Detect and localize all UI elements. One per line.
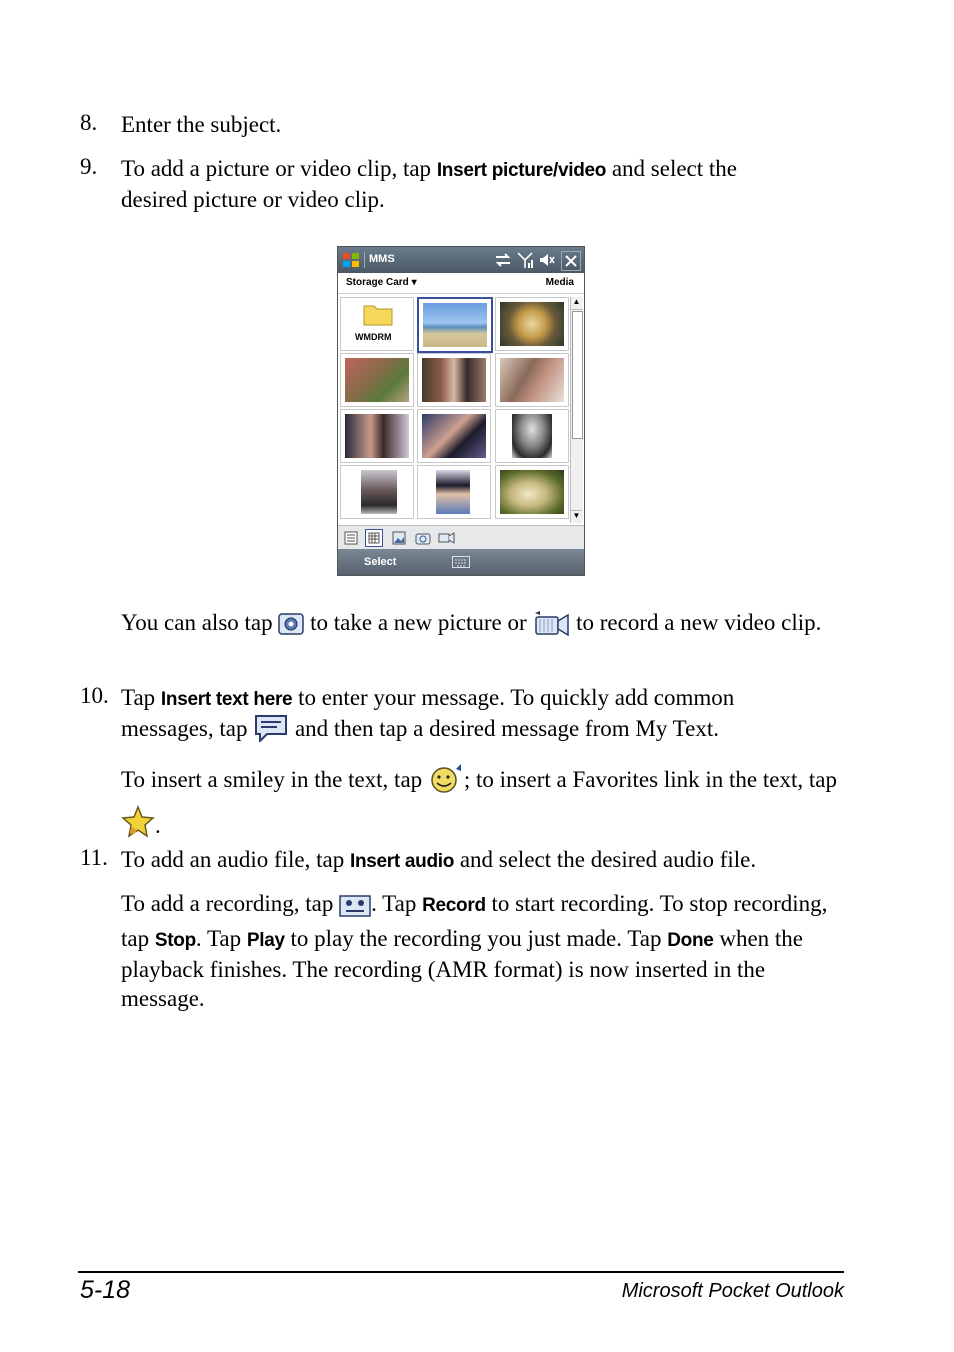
storage-card-dropdown[interactable]: Storage Card ▾ xyxy=(346,277,417,288)
step-11-text: To add an audio file, tap Insert audio and select the desired audio file. xyxy=(121,847,757,872)
my-text-icon[interactable] xyxy=(253,714,289,749)
insert-picture-video-label: Insert picture/video xyxy=(436,160,607,181)
insert-audio-label: Insert audio xyxy=(349,851,455,872)
smiley-icon[interactable] xyxy=(428,763,464,805)
step-8-text: Enter the subject. xyxy=(121,112,282,137)
scroll-down-icon[interactable]: ▼ xyxy=(571,510,582,523)
folder-item[interactable] xyxy=(340,297,414,351)
folder-icon xyxy=(363,302,393,326)
stop-label: Stop xyxy=(154,930,196,951)
video-camera-icon[interactable] xyxy=(437,531,455,545)
signal-icon xyxy=(516,251,534,269)
media-thumbnail[interactable] xyxy=(495,465,569,519)
keyboard-icon[interactable] xyxy=(452,556,470,568)
select-softkey[interactable]: Select xyxy=(364,556,397,568)
close-icon[interactable] xyxy=(561,251,581,271)
media-menu[interactable]: Media xyxy=(545,277,574,288)
step-10-number: 10. xyxy=(80,683,109,708)
media-thumbnail[interactable] xyxy=(340,465,414,519)
list-view-icon[interactable] xyxy=(344,531,358,545)
step-11-note: To add a recording, tap . Tap Record to start recording. To stop recording, tap Stop. Tap Play to play the recording you just made. Tap Done when the playback finishes. The recording (AMR format) is now inserted in the message. xyxy=(121,891,828,1011)
step-10-text: Tap Insert text here to enter your message. To quickly add common messages, tap and then tap a desired message from My Text. xyxy=(121,683,821,749)
step-8-number: 8. xyxy=(80,110,98,135)
phone-title-bar xyxy=(338,247,584,273)
media-thumbnail[interactable] xyxy=(417,353,491,407)
play-label: Play xyxy=(246,930,285,951)
scroll-up-icon[interactable]: ▲ xyxy=(571,297,582,310)
step-9-note: You can also tap to take a new picture or to record a new video clip. xyxy=(121,608,841,643)
insert-text-here-label: Insert text here xyxy=(160,689,293,710)
view-toolbar xyxy=(338,525,584,550)
vertical-scrollbar[interactable] xyxy=(570,297,583,523)
mms-media-screenshot xyxy=(337,246,585,576)
record-label: Record xyxy=(422,895,486,916)
media-thumbnail[interactable] xyxy=(417,409,491,463)
chapter-title: Microsoft Pocket Outlook xyxy=(621,1280,844,1302)
media-thumbnail-grid xyxy=(340,297,568,523)
recording-icon[interactable] xyxy=(339,895,371,924)
step-10-note: To insert a smiley in the text, tap ; to insert a Favorites link in the text, tap . xyxy=(121,760,851,851)
media-thumbnail[interactable] xyxy=(495,409,569,463)
video-camera-icon[interactable] xyxy=(532,610,570,643)
media-thumbnail[interactable] xyxy=(340,409,414,463)
soft-key-bar xyxy=(338,549,584,575)
phone-menu-bar xyxy=(338,273,584,294)
camera-icon[interactable] xyxy=(278,612,304,643)
camera-icon[interactable] xyxy=(415,531,431,545)
media-thumbnail[interactable] xyxy=(495,353,569,407)
media-thumbnail[interactable] xyxy=(417,465,491,519)
picture-icon[interactable] xyxy=(392,531,406,545)
volume-icon[interactable] xyxy=(538,252,556,268)
media-thumbnail[interactable] xyxy=(340,353,414,407)
thumbnail-view-icon[interactable] xyxy=(365,529,383,547)
folder-label: WMDRM xyxy=(355,332,392,342)
sync-icon xyxy=(494,252,512,268)
step-11-number: 11. xyxy=(80,845,108,870)
phone-app-title: MMS xyxy=(369,253,395,265)
media-thumbnail[interactable] xyxy=(495,297,569,351)
page-number: 5-18 xyxy=(80,1276,131,1304)
step-9-number: 9. xyxy=(80,154,98,179)
done-label: Done xyxy=(667,930,714,951)
windows-start-icon[interactable] xyxy=(341,251,361,269)
footer-rule xyxy=(78,1271,844,1273)
scroll-thumb[interactable] xyxy=(572,311,583,439)
media-thumbnail[interactable] xyxy=(417,297,493,353)
step-9-text: To add a picture or video clip, tap Insert picture/video and select the desired picture or video clip. xyxy=(121,156,738,212)
